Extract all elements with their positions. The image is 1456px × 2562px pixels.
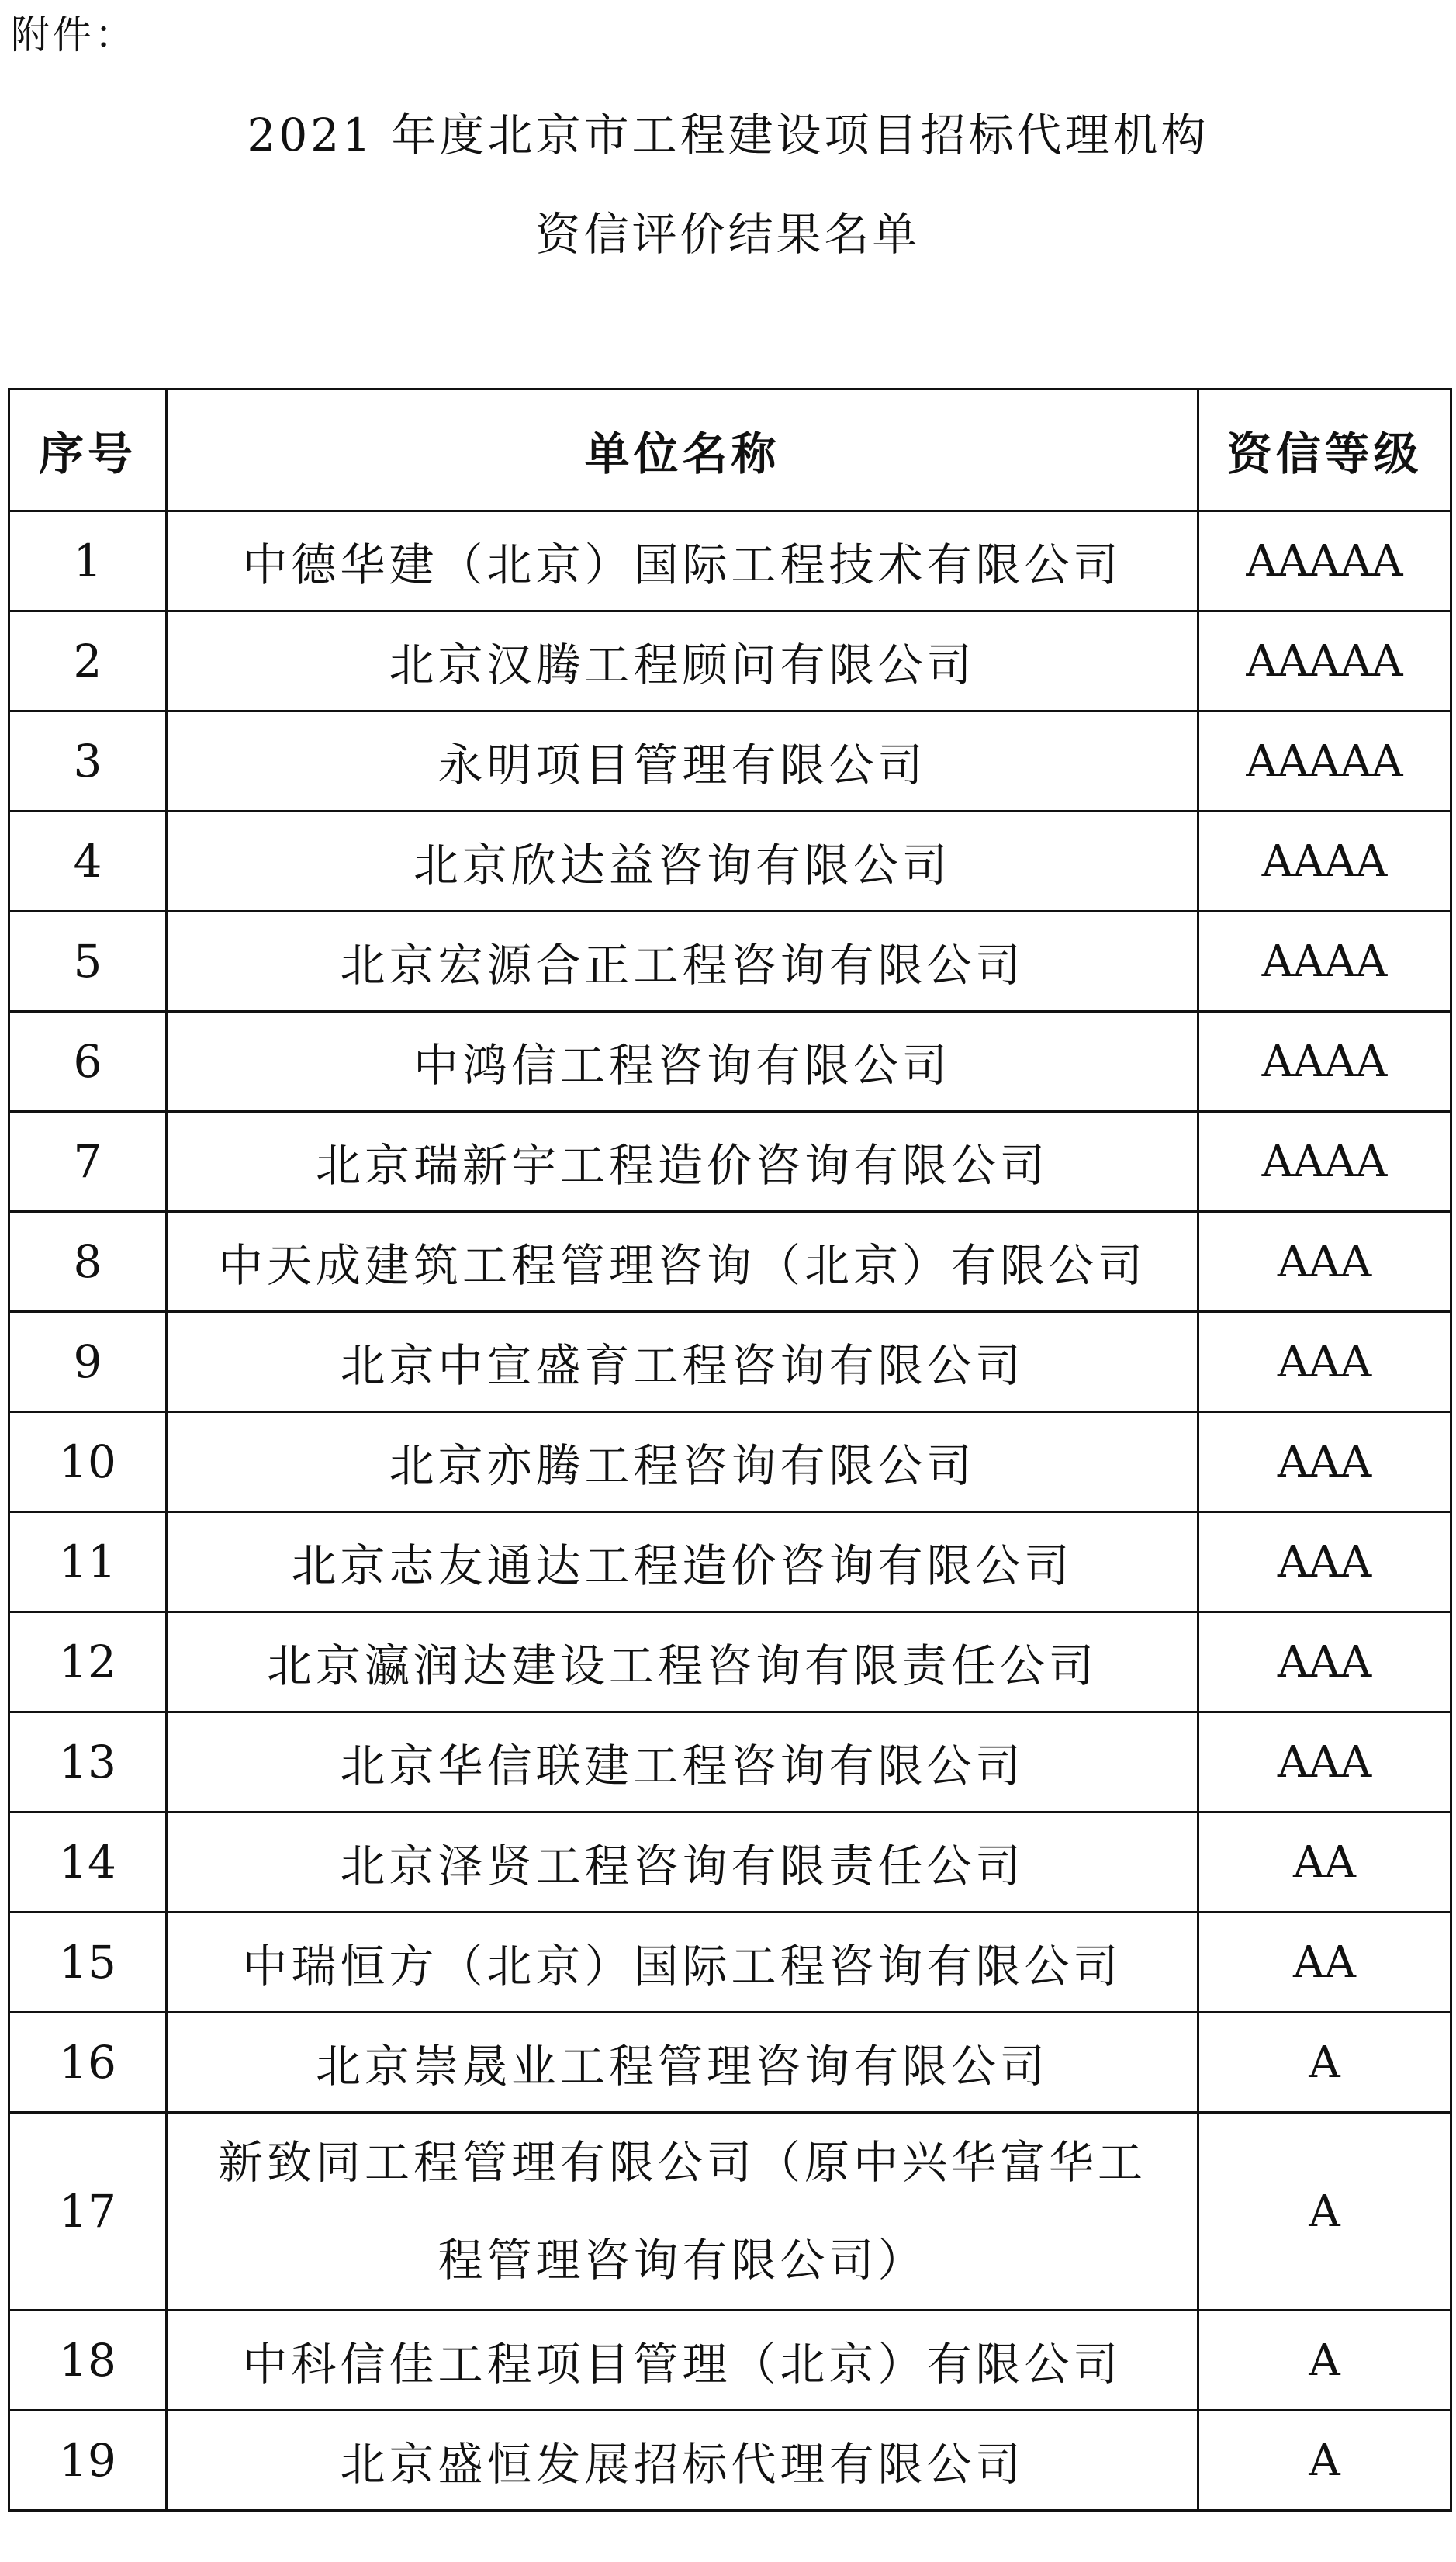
seq-cell: 9 [9, 1312, 167, 1412]
grade-cell: AAA [1198, 1512, 1451, 1612]
table-row [9, 812, 1451, 912]
grade-cell: AAAA [1198, 1112, 1451, 1212]
grade-cell: AAAA [1198, 912, 1451, 1012]
table-row [9, 1112, 1451, 1212]
grade-cell: AA [1198, 1913, 1451, 2013]
seq-cell: 7 [9, 1112, 167, 1212]
company-name-cell: 中天成建筑工程管理咨询（北京）有限公司 [167, 1212, 1198, 1312]
seq-cell: 1 [9, 511, 167, 611]
company-name-cell: 北京中宣盛育工程咨询有限公司 [167, 1312, 1198, 1412]
company-name-cell: 北京崇晟业工程管理咨询有限公司 [167, 2013, 1198, 2113]
seq-cell: 10 [9, 1412, 167, 1512]
grade-cell: A [1198, 2013, 1451, 2113]
seq-cell: 3 [9, 711, 167, 812]
seq-cell: 16 [9, 2013, 167, 2113]
grade-cell: A [1198, 2311, 1451, 2411]
table-row [9, 1913, 1451, 2013]
table-row [9, 1012, 1451, 1112]
table-row [9, 1612, 1451, 1712]
grade-cell: AAA [1198, 1712, 1451, 1812]
company-name-cell: 北京瀛润达建设工程咨询有限责任公司 [167, 1612, 1198, 1712]
grade-cell: AAAA [1198, 812, 1451, 912]
attachment-label: 附件： [11, 12, 137, 57]
table-row [9, 611, 1451, 711]
header-name: 单位名称 [167, 389, 1198, 511]
grade-cell: AAA [1198, 1612, 1451, 1712]
seq-cell: 14 [9, 1812, 167, 1913]
grade-cell: AAA [1198, 1312, 1451, 1412]
grade-cell: A [1198, 2113, 1451, 2311]
table-row [9, 511, 1451, 611]
company-name-cell: 北京瑞新宇工程造价咨询有限公司 [167, 1112, 1198, 1212]
table-row [9, 912, 1451, 1012]
table-row [9, 1712, 1451, 1812]
table-row [9, 2013, 1451, 2113]
grade-cell: AAAAA [1198, 711, 1451, 812]
company-name-cell: 北京欣达益咨询有限公司 [167, 812, 1198, 912]
grade-cell: AAAA [1198, 1012, 1451, 1112]
header-seq: 序号 [9, 389, 167, 511]
company-name-cell: 北京华信联建工程咨询有限公司 [167, 1712, 1198, 1812]
seq-cell: 17 [9, 2113, 167, 2311]
company-name-line-2: 程管理咨询有限公司） [437, 2234, 927, 2287]
seq-cell: 12 [9, 1612, 167, 1712]
company-name-cell: 中鸿信工程咨询有限公司 [167, 1012, 1198, 1112]
company-name-cell [167, 2113, 1198, 2311]
seq-cell: 18 [9, 2311, 167, 2411]
company-name-cell: 北京宏源合正工程咨询有限公司 [167, 912, 1198, 1012]
table-row [9, 1212, 1451, 1312]
grade-cell: A [1198, 2411, 1451, 2511]
company-name-cell: 北京志友通达工程造价咨询有限公司 [167, 1512, 1198, 1612]
document-title-line-2: 资信评价结果名单 [535, 208, 921, 261]
company-name-cell: 北京汉腾工程顾问有限公司 [167, 611, 1198, 711]
table-row [9, 2311, 1451, 2411]
company-name-line-1: 新致同工程管理有限公司（原中兴华富华工 [217, 2136, 1146, 2189]
seq-cell: 6 [9, 1012, 167, 1112]
company-name-cell: 北京泽贤工程咨询有限责任公司 [167, 1812, 1198, 1913]
seq-cell: 4 [9, 812, 167, 912]
header-grade: 资信等级 [1198, 389, 1451, 511]
company-name-cell: 中德华建（北京）国际工程技术有限公司 [167, 511, 1198, 611]
company-name-cell: 中科信佳工程项目管理（北京）有限公司 [167, 2311, 1198, 2411]
table-row [9, 1512, 1451, 1612]
seq-cell: 13 [9, 1712, 167, 1812]
company-name-cell: 中瑞恒方（北京）国际工程咨询有限公司 [167, 1913, 1198, 2013]
table-row [9, 711, 1451, 812]
table-row [9, 1812, 1451, 1913]
grade-cell: AAAAA [1198, 511, 1451, 611]
seq-cell: 19 [9, 2411, 167, 2511]
grade-cell: AAA [1198, 1212, 1451, 1312]
table-row [9, 1412, 1451, 1512]
grade-cell: AAAAA [1198, 611, 1451, 711]
table-header-row [9, 389, 1451, 511]
document-title-line-1: 2021 年度北京市工程建设项目招标代理机构 [247, 109, 1209, 161]
seq-cell: 15 [9, 1913, 167, 2013]
grade-cell: AAA [1198, 1412, 1451, 1512]
seq-cell: 11 [9, 1512, 167, 1612]
table-row [9, 2411, 1451, 2511]
results-table [8, 388, 1452, 2512]
seq-cell: 2 [9, 611, 167, 711]
grade-cell: AA [1198, 1812, 1451, 1913]
company-name-cell: 永明项目管理有限公司 [167, 711, 1198, 812]
company-name-cell: 北京盛恒发展招标代理有限公司 [167, 2411, 1198, 2511]
table-row [9, 2113, 1451, 2311]
table-row [9, 1312, 1451, 1412]
seq-cell: 5 [9, 912, 167, 1012]
seq-cell: 8 [9, 1212, 167, 1312]
company-name-cell: 北京亦腾工程咨询有限公司 [167, 1412, 1198, 1512]
